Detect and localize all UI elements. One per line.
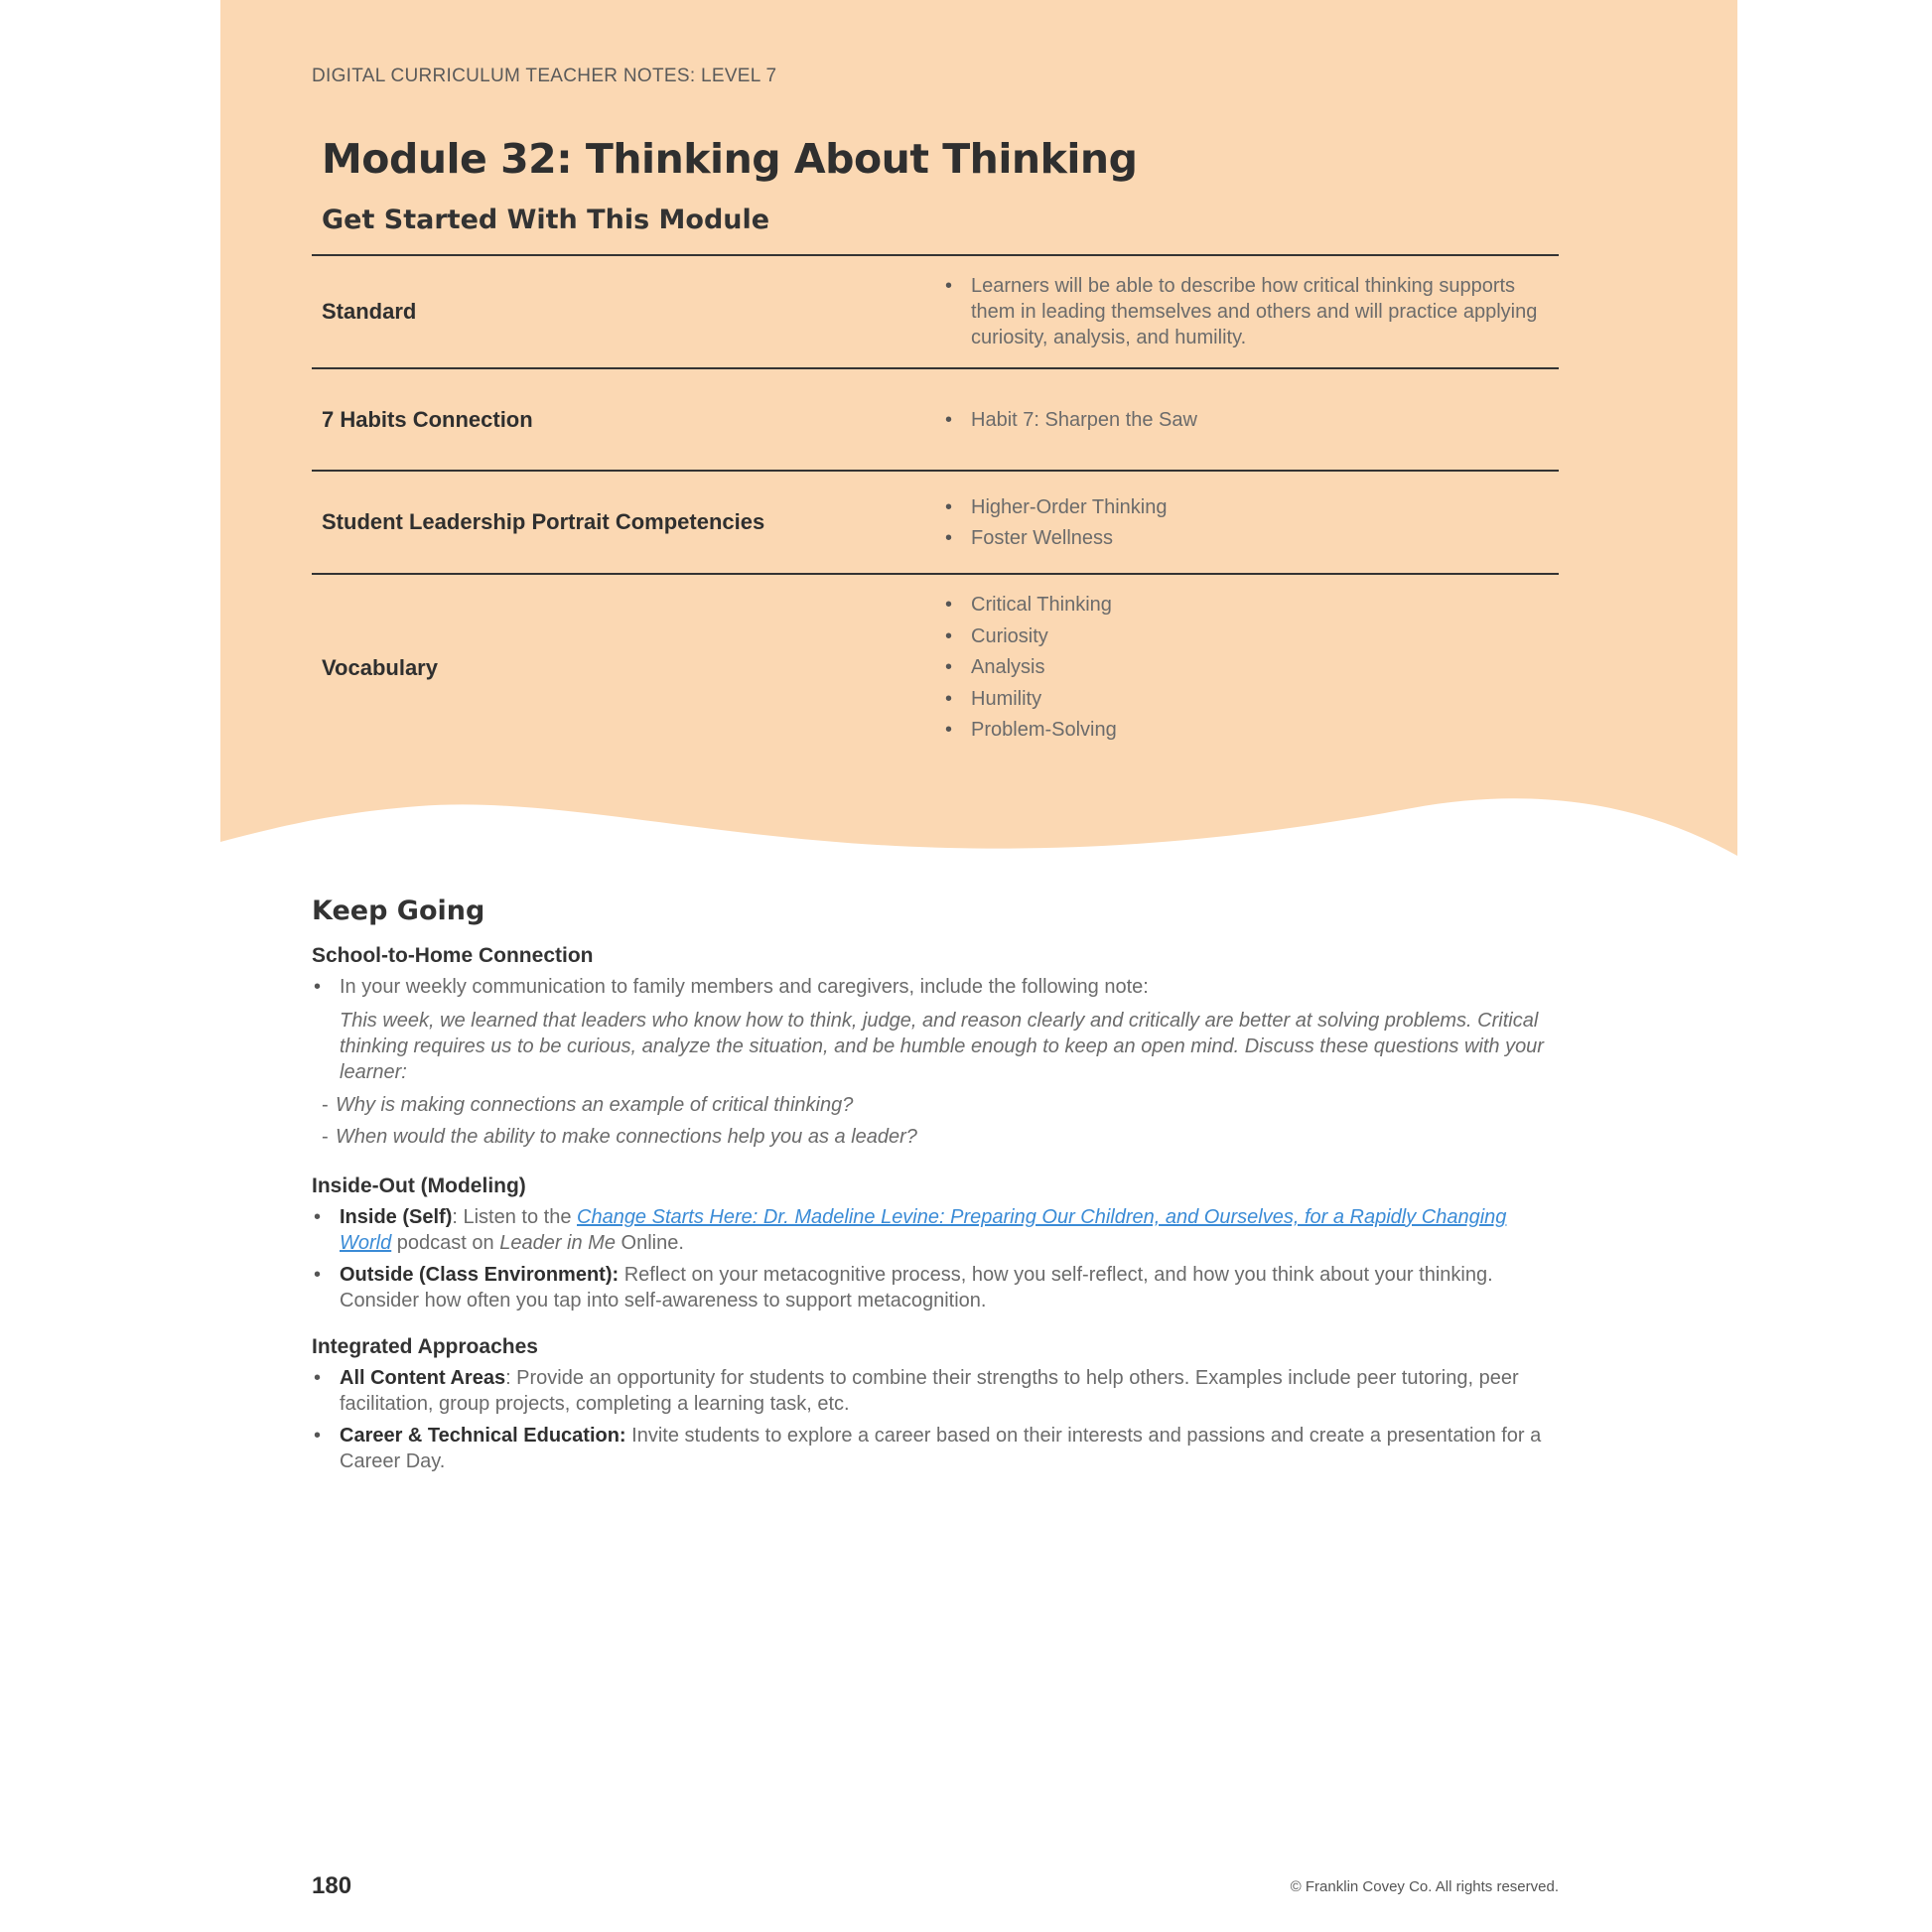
keep-going-section — [312, 896, 1563, 1474]
family-note: This week, we learned that leaders who know how to think, judge, and reason clearly and critically are better at solving problems. Critical thinking requires us to be curious, analyze the situation, and be humble enough to keep an open mind. Discuss these questions with your learner: — [340, 1010, 1544, 1083]
school-to-home-heading: School-to-Home Connection — [312, 944, 594, 967]
row-label: Vocabulary — [322, 655, 438, 680]
module-overview-table — [312, 254, 1559, 761]
list-item: • Critical Thinking — [943, 590, 1549, 621]
inside-out-heading: Inside-Out (Modeling) — [312, 1174, 526, 1197]
list-item: • In your weekly communication to family members and caregivers, include the following note: — [312, 974, 1563, 1000]
inside-text-italic: Leader in Me — [499, 1232, 616, 1254]
row-label: 7 Habits Connection — [322, 406, 533, 432]
list-item: • Habit 7: Sharpen the Saw — [943, 407, 1549, 433]
list-item: • Analysis — [943, 652, 1549, 684]
row-value — [943, 402, 1559, 438]
page-subtitle: Get Started With This Module — [322, 205, 770, 235]
discussion-question: - When would the ability to make connections help you as a leader? — [312, 1121, 1563, 1153]
list-item: • Problem-Solving — [943, 715, 1549, 747]
outside-text: Reflect on your metacognitive process, how you self-reflect, and how you think about your thinking. Consider how often you tap into self-awareness to support metacognition. — [340, 1264, 1493, 1311]
row-value — [943, 489, 1559, 556]
list-item: • Foster Wellness — [943, 525, 1549, 551]
row-label: Student Leadership Portrait Competencies — [322, 509, 765, 534]
approach-label: Career & Technical Education: — [340, 1425, 626, 1447]
list-item: • Curiosity — [943, 621, 1549, 653]
list-item — [312, 1423, 1563, 1474]
list-item: • Learners will be able to describe how critical thinking supports them in leading themselves and others and will practice applying curiosity, analysis, and humility. — [943, 273, 1549, 350]
running-header: DIGITAL CURRICULUM TEACHER NOTES: LEVEL 7 — [312, 66, 777, 86]
list-item: • Higher-Order Thinking — [943, 494, 1549, 520]
table-row — [312, 472, 1559, 575]
copyright-notice: © Franklin Covey Co. All rights reserved. — [1290, 1878, 1559, 1895]
inside-text-mid: podcast on — [391, 1232, 500, 1254]
row-label: Standard — [322, 299, 417, 324]
list-item — [312, 1262, 1563, 1313]
inside-text-pre: : Listen to the — [452, 1206, 577, 1228]
outside-label: Outside (Class Environment): — [340, 1264, 620, 1286]
list-item: • Humility — [943, 684, 1549, 716]
approach-label: All Content Areas — [340, 1367, 506, 1389]
row-value — [943, 268, 1559, 355]
list-item — [312, 1204, 1563, 1256]
table-row — [312, 256, 1559, 369]
podcast-link[interactable]: Change Starts Here: Dr. Madeline Levine: Preparing Our Children, and Ourselves, for a Rapidly Changing World — [340, 1206, 1507, 1254]
list-item — [312, 1365, 1563, 1417]
page-number: 180 — [312, 1872, 352, 1899]
inside-text-post: Online. — [615, 1232, 684, 1254]
page-title: Module 32: Thinking About Thinking — [322, 135, 1138, 183]
section-heading: Keep Going — [312, 896, 485, 926]
discussion-question: - Why is making connections an example of critical thinking? — [312, 1089, 1563, 1121]
inside-label: Inside (Self) — [340, 1206, 453, 1228]
approach-text: Invite students to explore a career based on their interests and passions and create a presentation for a Career Day. — [340, 1425, 1542, 1472]
row-value — [943, 590, 1559, 747]
integrated-approaches-heading: Integrated Approaches — [312, 1335, 538, 1358]
table-row — [312, 369, 1559, 472]
approach-text: : Provide an opportunity for students to combine their strengths to help others. Examples include peer tutoring, peer facilitation, group projects, completing a learning task, etc. — [340, 1367, 1519, 1415]
table-row — [312, 575, 1559, 761]
